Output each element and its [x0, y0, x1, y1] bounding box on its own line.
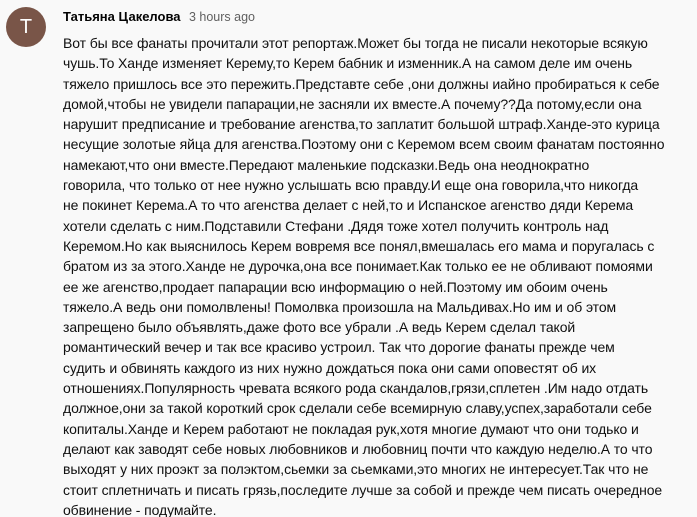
comment-text-line: тяжело пришлось все это пережить.Представте себе ,они должны иайно пробираться к себе: [63, 75, 660, 92]
comment-text-line: хотели сделать с ним.Подставили Стефани .Дядя тоже хотел получить контроль над: [63, 217, 609, 234]
avatar-letter: T: [19, 16, 33, 38]
comment-text-line: нарушит предписание и требование агенства,то заплатит большой штраф.Ханде-это курица: [63, 116, 660, 133]
comment-text-line: отношениях.Популярность чревата всякого рода скандалов,грязи,сплетен .Им надо отдать: [63, 380, 649, 397]
comment-text-line: копиталы.Ханде и Керем работают не покладая рук,хотя многие думают что они тодько и: [63, 420, 639, 437]
comment-text-line: говорила, что только от нее нужно услышать всю правду.И еще она говорила,что никогда: [63, 177, 639, 194]
comment-text-line: тяжело.А ведь они помолвлены! Помолвка произошла на Мальдивах.Но им и об этом: [63, 298, 617, 315]
comment-text-line: Вот бы все фанаты прочитали этот репортаж.Может бы тогда не писали некоторые всякую: [63, 35, 648, 51]
comment-text-line: несущие золотые яйца для агенства.Поэтому они с Керемом всем своим фанатам постоянно: [63, 136, 665, 153]
comment-text-line: не покинет Керема.А то что агенства делает с ней,то и Испанское агенство дяди Керема: [63, 197, 634, 214]
avatar[interactable]: [6, 7, 46, 47]
author-name[interactable]: Татьяна Цакелова: [63, 9, 181, 24]
comment-text-line: домой,чтобы не увидели папарации,не засняли их вместе.А почему??Да потому,если она: [63, 95, 642, 112]
comment-text-line: выходят у них проэкт за полэктом,сьемки за сьемками,это многих не интересует.Так что не: [63, 461, 649, 478]
comment-text-line: должное,они за такой короткий срок сделали себе всемирную славу,успех,заработали себе: [63, 400, 652, 417]
comment-text-line: романтический вечер и так все красиво устроил. Так что дорогие фанаты прежде чем: [63, 339, 615, 356]
comment-text: [63, 33, 693, 517]
comment-text-line: делают как заводят себе новых любовников и любовниц почти что каждую неделю.А то что: [63, 440, 653, 457]
comment-text-line: запрещено было объявлять,даже фото все убрали .А ведь Керем сделал такой: [63, 319, 576, 336]
comment-text-line: чушь.То Ханде изменяет Керему,то Керем бабник и изменник.А на самом деле им очень: [63, 55, 633, 72]
comment-text-line: обвинение - подумайте.: [63, 501, 217, 517]
comment-text-line: стоит сплетничать и писать грязь,последите лучше за собой и прежде чем писать очередное: [63, 481, 663, 498]
comment-text-line: судить и обвинять каждого из них нужно дождаться пока они сами оповестят об их: [63, 359, 597, 376]
comment-text-line: братом из за этого.Ханде не дурочка,она все понимает.Как только ее не обливают помоями: [63, 258, 653, 275]
comment-text-line: ее же агенство,продает папарации всю информацию о ней.Поэтому им обоим очень: [63, 278, 608, 295]
comment-timestamp[interactable]: 3 hours ago: [188, 10, 255, 24]
comment-header: [63, 9, 255, 25]
comment-text-line: Керемом.Но как выяснилось Керем вовремя все понял,вмешалась его мама и поругалась с: [63, 237, 655, 254]
comment-text-line: намекают,что они вместе.Передают маленькие подсказки.Ведь она неоднократно: [63, 156, 590, 173]
